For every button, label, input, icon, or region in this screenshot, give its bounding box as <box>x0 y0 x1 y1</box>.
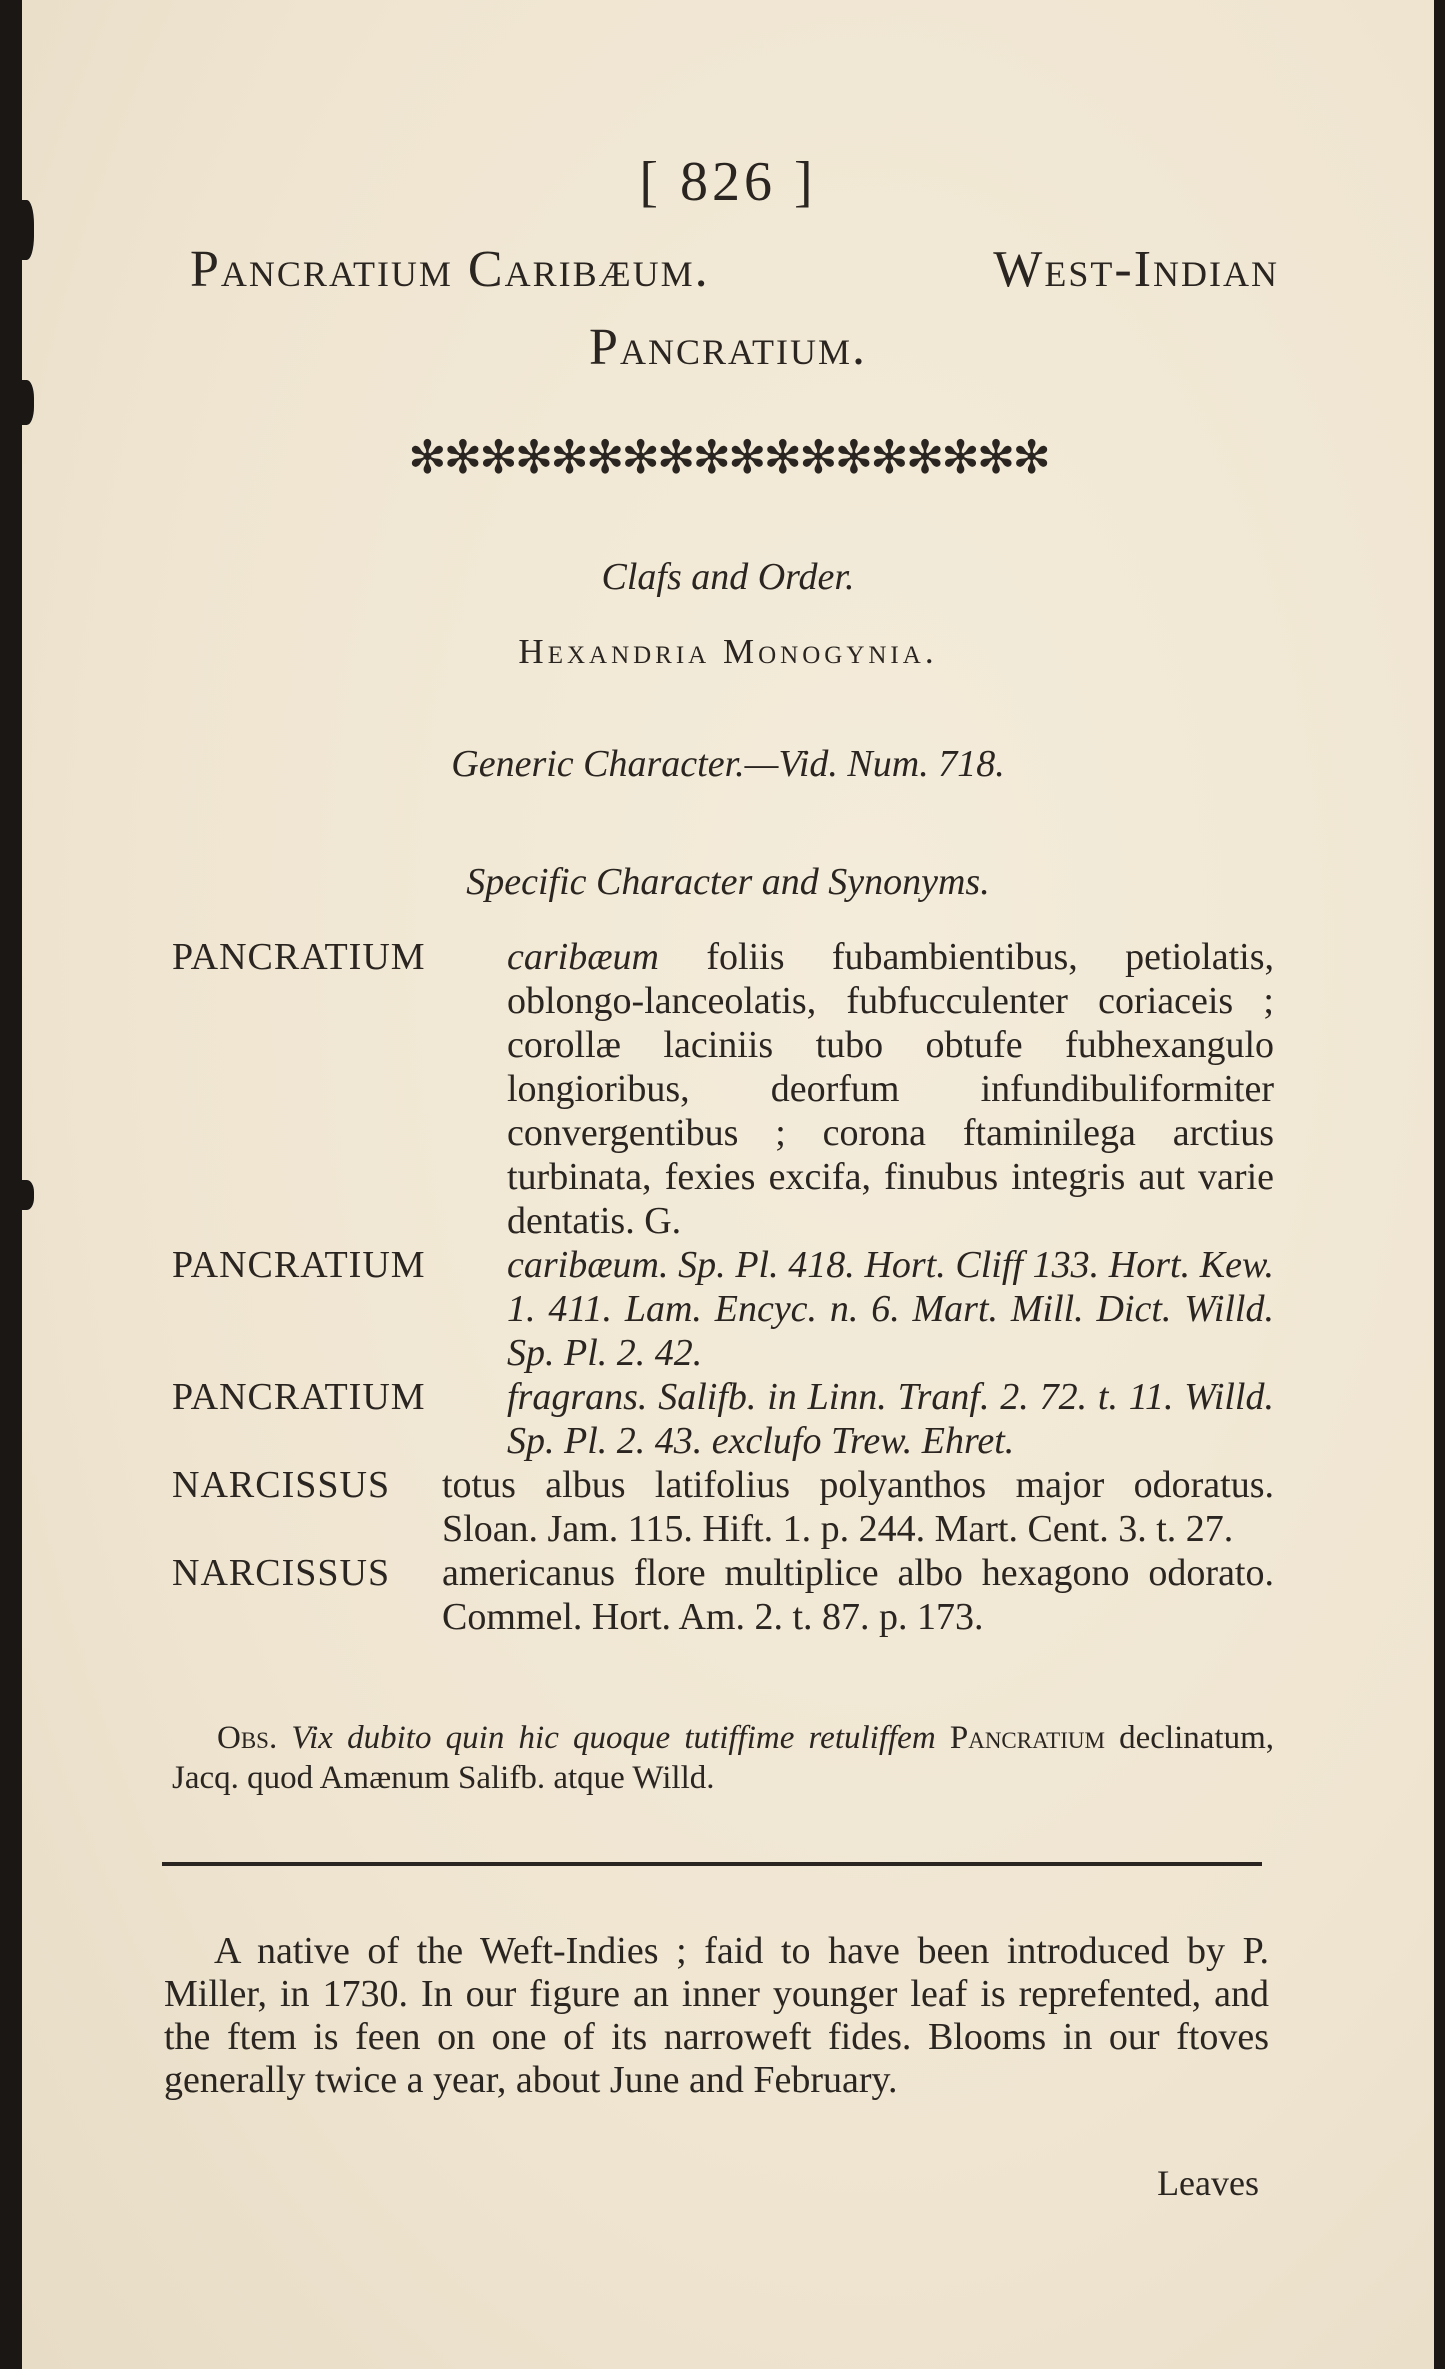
page-number: [ 826 ] <box>639 151 817 213</box>
torn-edge <box>16 380 34 425</box>
title-line-2: Pancratium. <box>589 319 867 376</box>
entry-description <box>507 935 1274 1243</box>
obs-label: Obs. <box>217 1720 278 1756</box>
obs-rest: declinatum, Jacq. quod Amænum Salifb. atque Willd. <box>172 1720 1275 1796</box>
title-common: West-Indian <box>993 241 1279 298</box>
synonym-entry <box>172 1375 1274 1463</box>
class-order: Hexandria Monogynia. <box>518 632 938 671</box>
obs-name: Pancratium <box>949 1720 1105 1756</box>
asterism-ornament: ✻✻✻✻✻✻✻✻✻✻✻✻✻✻✻✻✻✻ <box>408 432 1048 483</box>
class-order-heading: Clafs and Order. <box>601 556 855 598</box>
synonym-entry <box>172 1463 1274 1551</box>
genus-name: NARCISSUS <box>172 1552 391 1594</box>
epithet: fragrans. <box>507 1376 648 1418</box>
entry-description <box>507 1243 1274 1375</box>
catchword: Leaves <box>1157 2163 1259 2203</box>
horizontal-rule <box>162 1862 1262 1866</box>
synonym-list <box>172 935 1274 1639</box>
entry-text: americanus flore multiplice albo hexagono odorato. Commel. Hort. Am. 2. t. 87. p. 173. <box>442 1552 1274 1638</box>
title-line-1 <box>190 240 1279 299</box>
book-page <box>22 0 1434 2369</box>
epithet: caribæum <box>507 936 659 978</box>
observation-note <box>172 1718 1274 1798</box>
title-latin: Pancratium Caribæum. <box>190 241 710 298</box>
genus-name: PANCRATIUM <box>172 1244 426 1286</box>
torn-edge <box>16 1180 34 1210</box>
specific-heading: Specific Character and Synonyms. <box>466 861 990 903</box>
native-paragraph: A native of the Weft-Indies ; faid to have been introduced by P. Miller, in 1730. In our figure an inner younger leaf is reprefented, and the ftem is feen on one of its narroweft fides. Blooms in our ftoves generally twice a year, about June and February. <box>164 1930 1269 2101</box>
genus-name: NARCISSUS <box>172 1464 391 1506</box>
genus-name: PANCRATIUM <box>172 936 426 978</box>
entry-text: totus albus latifolius polyanthos major odoratus. Sloan. Jam. 115. Hift. 1. p. 244. Mart. Cent. 3. t. 27. <box>442 1464 1274 1550</box>
epithet: caribæum. <box>507 1244 669 1286</box>
entry-text: foliis fubambientibus, petiolatis, oblongo-lanceolatis, fubfucculenter coriaceis ; corollæ laciniis tubo obtufe fubhexangulo longioribus, deorfum infundibuliformiter convergentibus ; corona ftaminilega arctius turbinata, fexies excifa, finubus integris aut varie dentatis. G. <box>507 936 1274 1242</box>
entry-text: Sp. Pl. 418. Hort. Cliff 133. Hort. Kew. 1. 411. Lam. Encyc. n. 6. Mart. Mill. Dict. Willd. Sp. Pl. 2. 42. <box>507 1244 1274 1374</box>
synonym-entry <box>172 1551 1274 1639</box>
genus-name: PANCRATIUM <box>172 1376 426 1418</box>
entry-text: Salifb. in Linn. Tranf. 2. 72. t. 11. Willd. Sp. Pl. 2. 43. exclufo Trew. Ehret. <box>507 1376 1274 1462</box>
synonym-entry <box>172 935 1274 1243</box>
generic-character: Generic Character.—Vid. Num. 718. <box>451 743 1005 785</box>
entry-description <box>507 1375 1274 1463</box>
synonym-entry <box>172 1243 1274 1375</box>
obs-italic: Vix dubito quin hic quoque tutiffime retuliffem <box>291 1720 936 1756</box>
